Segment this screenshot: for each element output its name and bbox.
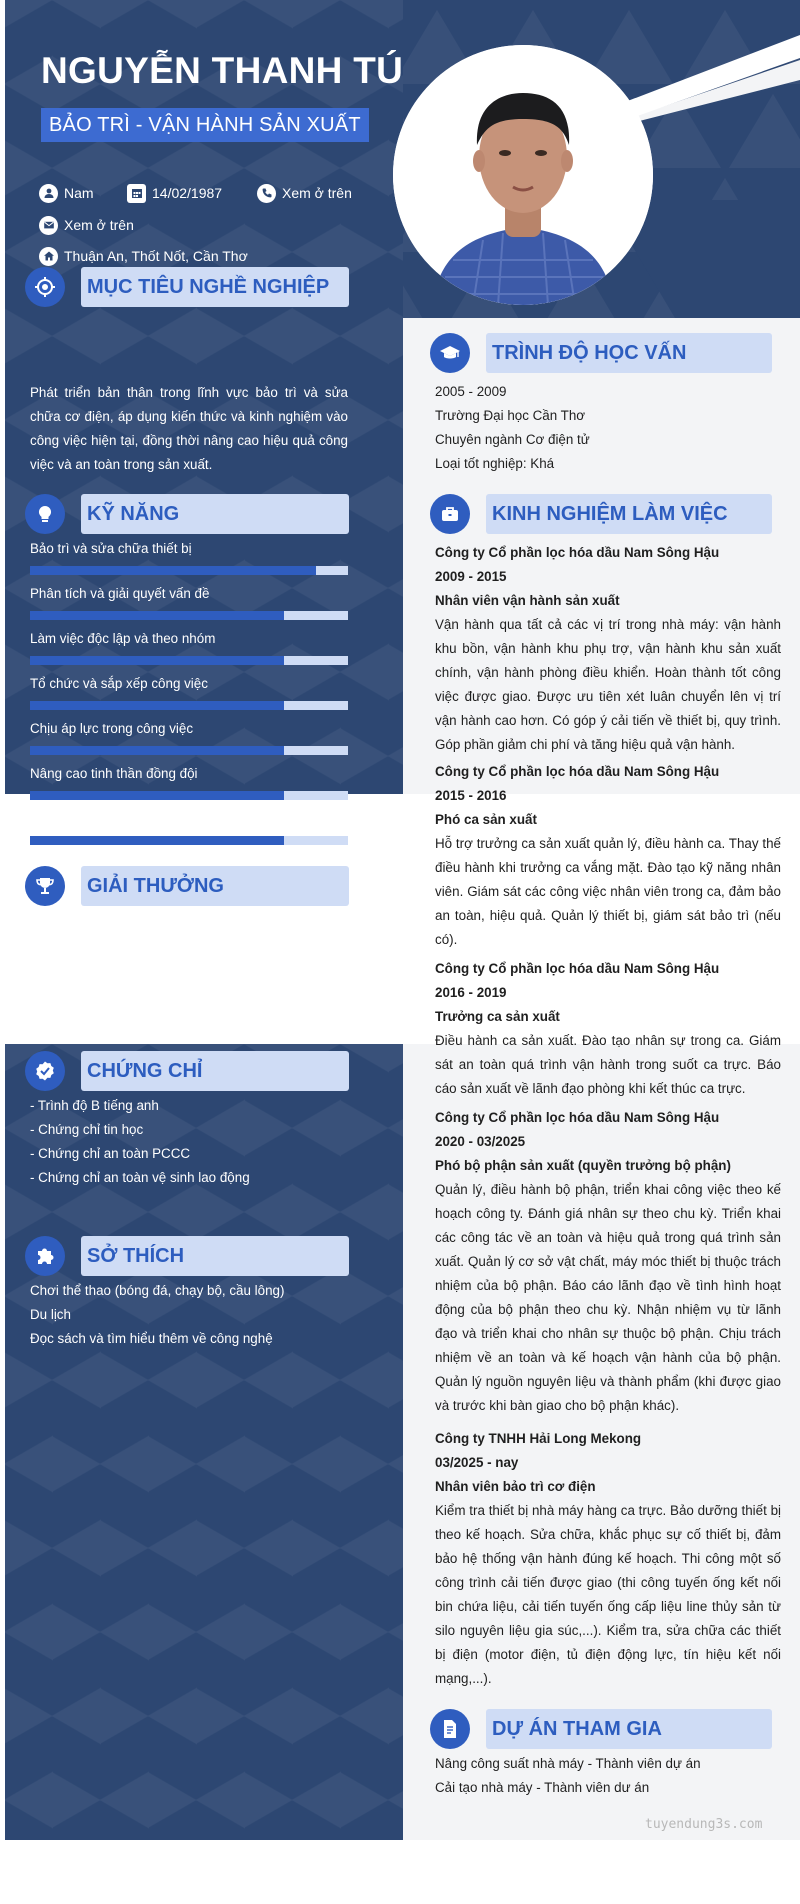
experience-period: 2015 - 2016 (435, 788, 507, 803)
hobby-item: Du lịch (30, 1307, 71, 1322)
experience-period: 03/2025 - nay (435, 1455, 519, 1470)
mail-icon (39, 216, 58, 235)
experience-item (435, 1106, 781, 1418)
document-icon (430, 1709, 470, 1749)
education-line: 2005 - 2009 (435, 384, 507, 399)
skill-label: Làm việc độc lập và theo nhóm (30, 631, 216, 646)
skill-bar (30, 701, 348, 710)
experience-description: Quản lý, điều hành bộ phận, triển khai công việc theo kế hoạch công ty. Đánh giá nhân sự theo chu kỳ. Triển khai các công tác về an toàn và hiệu quả trong quá trình sản xuất. Quản lý cơ sở vật chất, máy móc thiết bị thuộc trách nhiệm của bộ phận. Báo cáo lãnh đạo về tình hình hoạt động của bộ phận theo chu kỳ. Nhận nhiệm vụ từ lãnh đạo và triển khai cho nhân sự thuộc bộ phận. Chịu trách nhiệm về an toàn và kế hoạch vận hành của bộ phận. Quản lý nguồn nguyên liệu và thành phẩm (khi được giao và trước khi bàn giao cho bộ phận khác). (435, 1182, 781, 1413)
experience-company: Công ty Cổ phần lọc hóa dầu Nam Sông Hậu (435, 545, 720, 560)
gender-value: Nam (64, 185, 94, 201)
experience-company: Công ty Cổ phần lọc hóa dầu Nam Sông Hậu (435, 961, 720, 976)
skill-bar-fill (30, 611, 284, 620)
objective-title: MỤC TIÊU NGHỀ NGHIỆP (81, 267, 349, 307)
user-icon (39, 184, 58, 203)
hobby-item: Chơi thể thao (bóng đá, chạy bộ, cầu lông) (30, 1283, 285, 1298)
target-icon (25, 267, 65, 307)
candidate-name: NGUYỄN THANH TÚ (41, 50, 404, 91)
skill-label: Bảo trì và sửa chữa thiết bị (30, 541, 192, 556)
skill-bar (30, 611, 348, 620)
skill-bar (30, 746, 348, 755)
certificate-item: - Trình độ B tiếng anh (30, 1098, 159, 1113)
projects-title: DỰ ÁN THAM GIA (486, 1709, 772, 1749)
skill-bar (30, 836, 348, 845)
experience-role: Nhân viên vận hành sản xuất (435, 593, 620, 608)
certificates-title: CHỨNG CHỈ (81, 1051, 349, 1091)
job-title-badge: BẢO TRÌ - VẬN HÀNH SẢN XUẤT (41, 108, 369, 142)
experience-description: Điều hành ca sản xuất. Đào tạo nhân sự trong ca. Giám sát an toàn quá trình vận hành trong suốt ca trực. Báo cáo sản xuất về lãnh đạo phòng khi kết thúc ca trực. (435, 1033, 781, 1096)
email-value: Xem ở trên (64, 217, 134, 233)
hobby-item: Đọc sách và tìm hiểu thêm về công nghệ (30, 1331, 273, 1346)
skill-bar-fill (30, 836, 284, 845)
education-title: TRÌNH ĐỘ HỌC VẤN (486, 333, 772, 373)
skill-label: Phân tích và giải quyết vấn đề (30, 586, 210, 601)
certificate-item: - Chứng chỉ an toàn vệ sinh lao động (30, 1170, 250, 1185)
skill-label: Tổ chức và sắp xếp công việc (30, 676, 208, 691)
phone-info (257, 183, 352, 203)
experience-item (435, 760, 781, 952)
experience-description: Kiểm tra thiết bị nhà máy hàng ca trực. Bảo dưỡng thiết bị theo kế hoạch. Sửa chữa, khắc phục sự cố thiết bị, đảm bảo hệ thống vận hành đúng kế hoạch. Thi công một số công trình cải tiến được giao (thi công tuyến ống kết nối bin chứa liệu, cải tiến tuyến ống cấp liệu line thủy sản từ silo nguyên liệu gia súc,...). Kiểm tra, sửa chữa các thiết bị điện (motor điện, tủ điện động lực, tín hiệu kết nối mạng,...). (435, 1503, 781, 1686)
sidebar-gap (5, 794, 403, 1044)
skill-label: Nâng cao tinh thần đồng đội (30, 766, 198, 781)
project-item: Cải tạo nhà máy - Thành viên dư án (435, 1780, 650, 1795)
briefcase-icon (430, 494, 470, 534)
skill-bar-fill (30, 566, 316, 575)
skills-title: KỸ NĂNG (81, 494, 349, 534)
education-line: Loại tốt nghiệp: Khá (435, 456, 555, 471)
experience-company: Công ty Cổ phần lọc hóa dầu Nam Sông Hậu (435, 764, 720, 779)
skill-bar-fill (30, 746, 284, 755)
experience-title: KINH NGHIỆM LÀM VIỆC (486, 494, 772, 534)
experience-description: Hỗ trợ trưởng ca sản xuất quản lý, điều hành ca. Thay thế điều hành khi trưởng ca vắng mặt. Đào tạo kỹ năng nhân viên. Giám sát các công việc nhân viên trong ca, đảm bảo an toàn, hiệu quả. Quản lý thiết bị, giám sát bảo trì (nếu có). (435, 836, 781, 947)
education-line: Chuyên ngành Cơ điện tử (435, 432, 590, 447)
education-line: Trường Đại học Cần Thơ (435, 408, 586, 423)
awards-title: GIẢI THƯỞNG (81, 866, 349, 906)
experience-item (435, 1427, 781, 1691)
address-info (39, 246, 248, 266)
trophy-icon (25, 866, 65, 906)
certificate-item: - Chứng chỉ tin học (30, 1122, 144, 1137)
resume-page (5, 0, 800, 1840)
certificate-item: - Chứng chỉ an toàn PCCC (30, 1146, 191, 1161)
home-icon (39, 247, 58, 266)
skill-bar-fill (30, 791, 284, 800)
skill-bar-fill (30, 656, 284, 665)
experience-description: Vận hành qua tất cả các vị trí trong nhà máy: vận hành khu bồn, vận hành khu phụ trợ, vận hành khu sản xuất chính, vận hành phòng điều khiển. Hoàn thành tốt công việc được giao. Được ưu tiên xét luân chuyển lên vị trí vận hành cao hơn. Có góp ý cải tiến về thiết bị, quy trình. Góp phần giảm chi phí và tăng hiệu quả vận hành. (435, 617, 781, 752)
watermark: tuyendung3s.com (645, 1817, 763, 1832)
skill-bar (30, 791, 348, 800)
skill-bar (30, 656, 348, 665)
experience-role: Phó bộ phận sản xuất (quyền trưởng bộ phận) (435, 1158, 731, 1173)
experience-role: Nhân viên bảo trì cơ điện (435, 1479, 596, 1494)
address-value: Thuận An, Thốt Nốt, Cần Thơ (64, 248, 248, 264)
birthday-value: 14/02/1987 (152, 185, 223, 201)
email-info (39, 215, 134, 235)
experience-period: 2020 - 03/2025 (435, 1134, 526, 1149)
experience-item (435, 957, 781, 1101)
hobbies-title: SỞ THÍCH (81, 1236, 349, 1276)
experience-period: 2016 - 2019 (435, 985, 507, 1000)
experience-period: 2009 - 2015 (435, 569, 507, 584)
calendar-icon (127, 184, 146, 203)
objective-text: Phát triển bản thân trong lĩnh vực bảo trì và sửa chữa cơ điện, áp dụng kiến thức và kinh nghiệm vào công việc hiện tại, đồng thời nâng cao hiệu quả công việc và an toàn trong sản xuất. (30, 385, 348, 472)
skill-label: Chịu áp lực trong công việc (30, 721, 194, 736)
phone-icon (257, 184, 276, 203)
birthday-info (127, 183, 222, 203)
profile-photo (393, 45, 653, 305)
badge-check-icon (25, 1051, 65, 1091)
project-item: Nâng công suất nhà máy - Thành viên dự án (435, 1756, 701, 1771)
gender-info (39, 183, 94, 203)
skill-bar (30, 566, 348, 575)
phone-value: Xem ở trên (282, 185, 352, 201)
experience-company: Công ty Cổ phần lọc hóa dầu Nam Sông Hậu (435, 1110, 720, 1125)
experience-item (435, 541, 781, 757)
graduation-cap-icon (430, 333, 470, 373)
experience-role: Trưởng ca sản xuất (435, 1009, 560, 1024)
skill-bar-fill (30, 701, 284, 710)
puzzle-icon (25, 1236, 65, 1276)
experience-company: Công ty TNHH Hải Long Mekong (435, 1431, 642, 1446)
experience-role: Phó ca sản xuất (435, 812, 537, 827)
lightbulb-icon (25, 494, 65, 534)
